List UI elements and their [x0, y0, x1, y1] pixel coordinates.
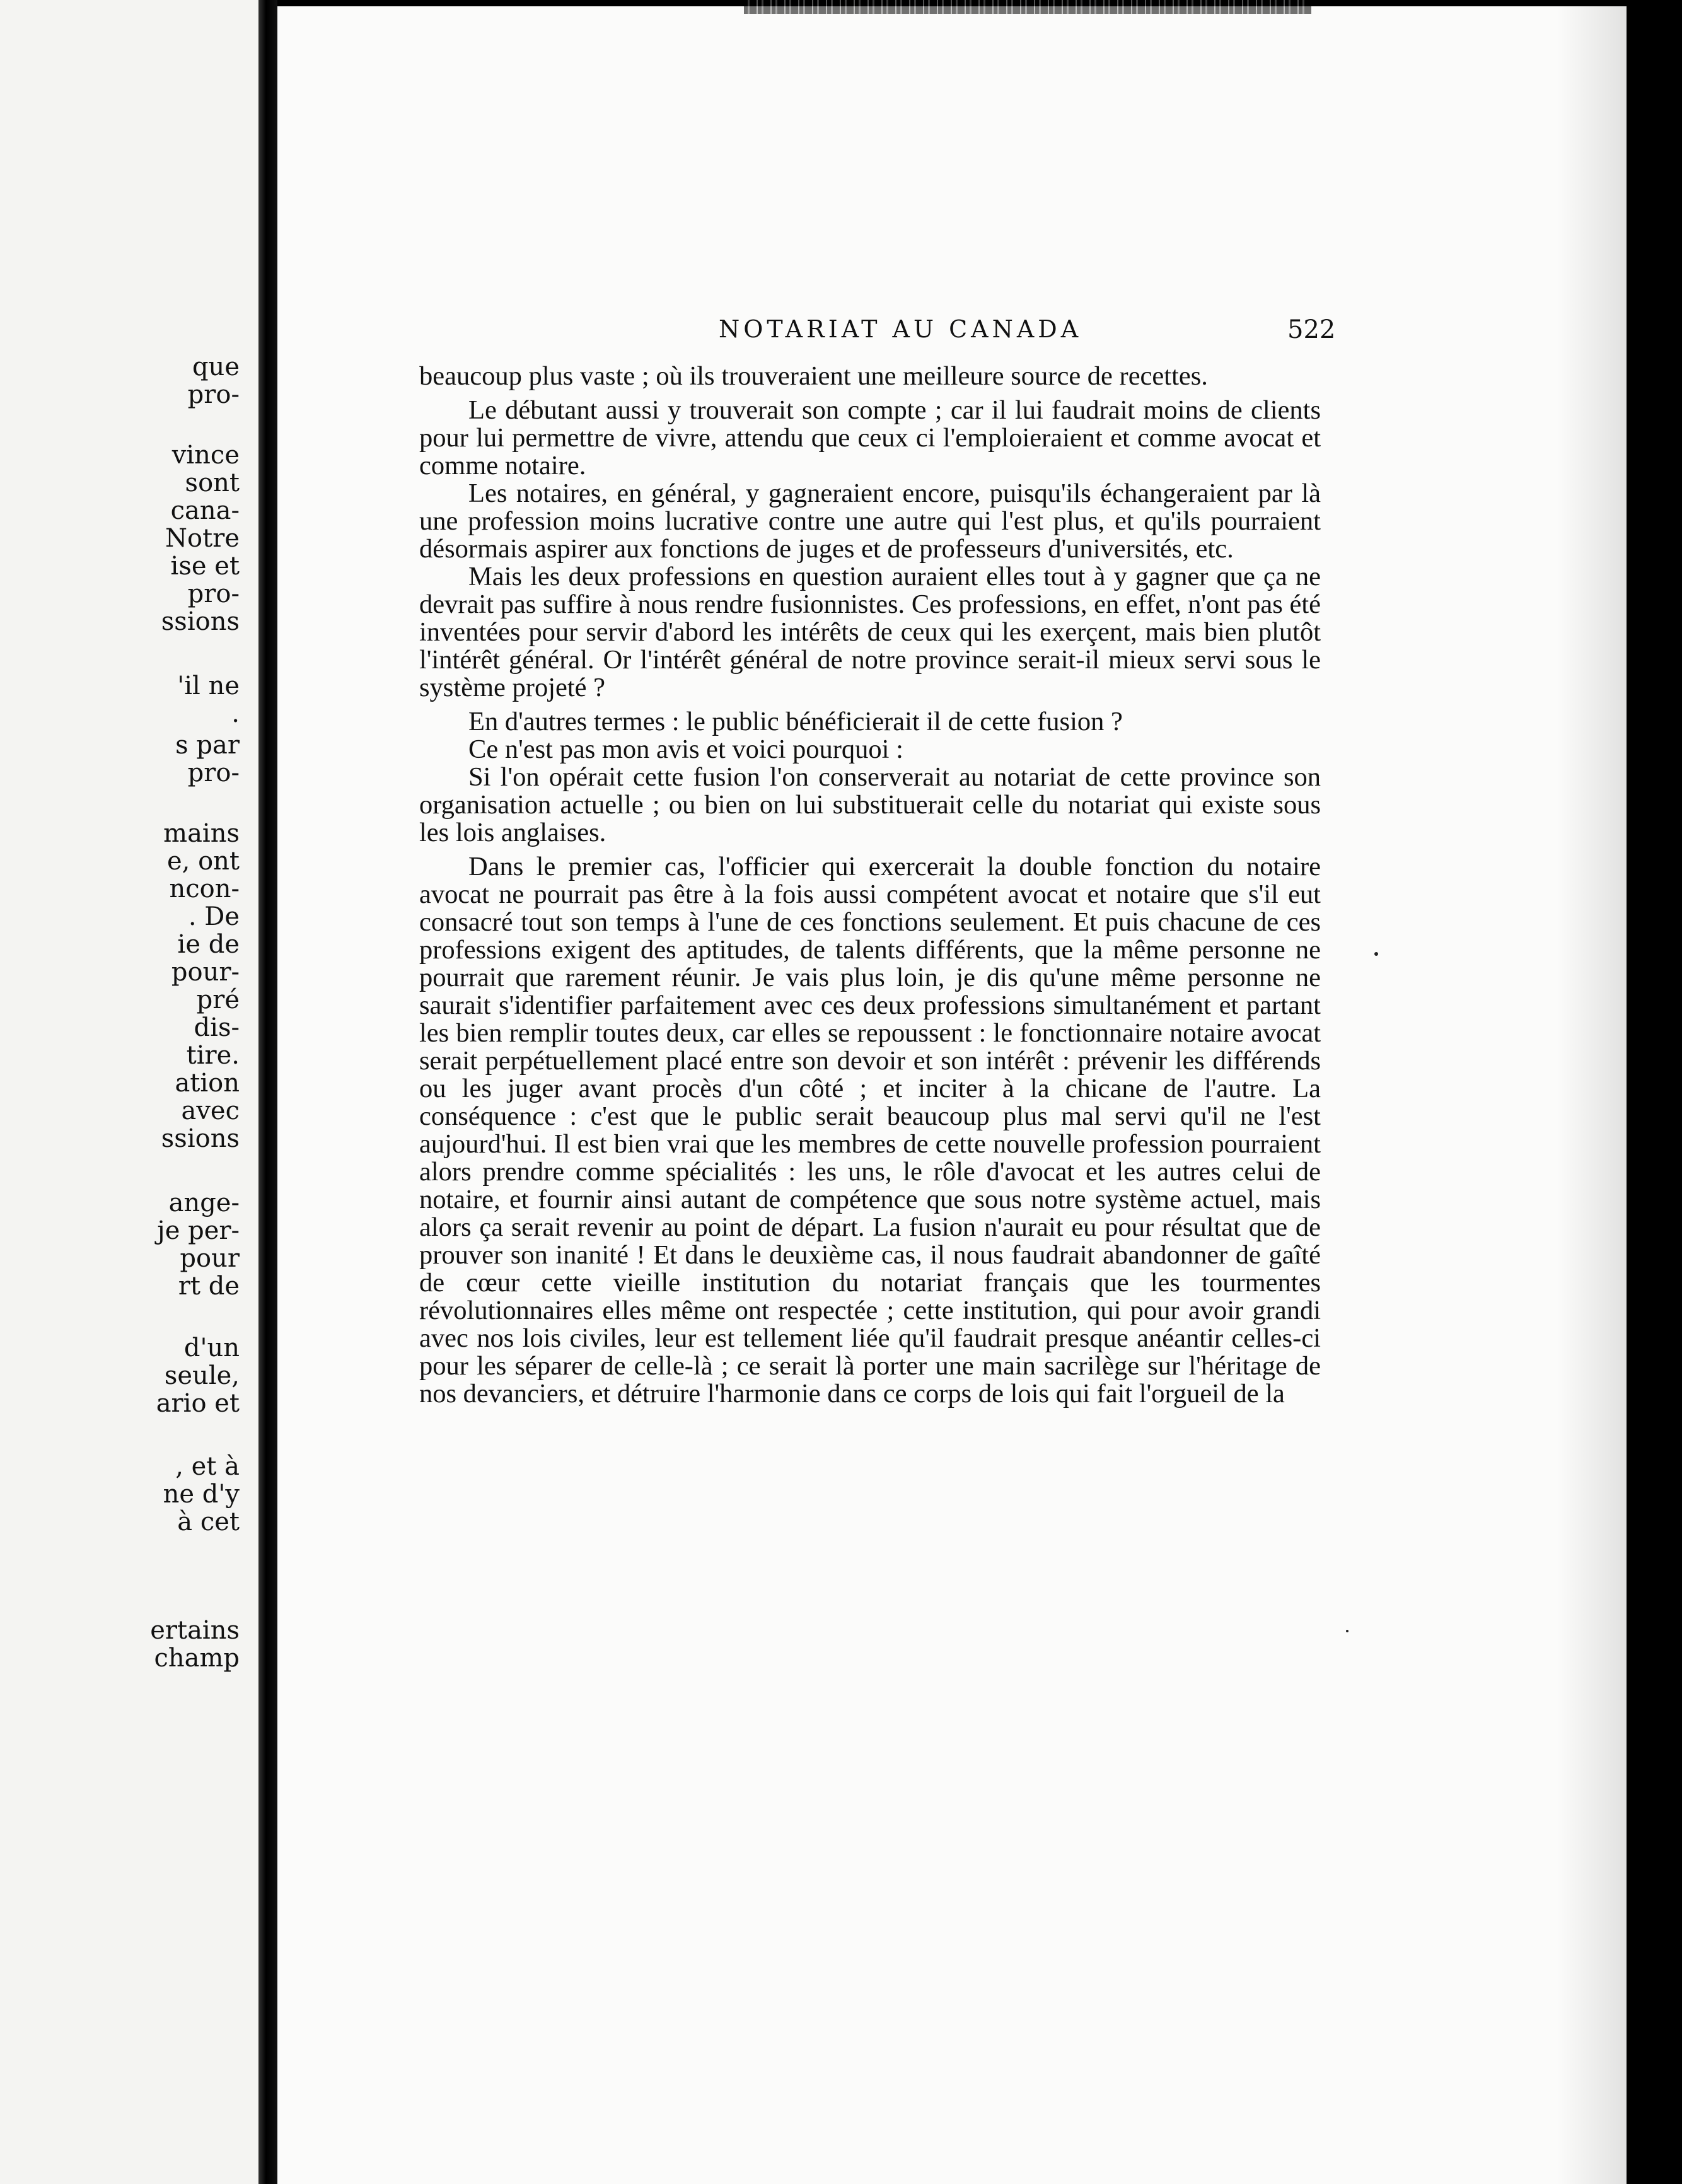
- left-fragment: ssions: [161, 1124, 240, 1153]
- scan-speck: [1374, 952, 1378, 956]
- left-facing-page: [0, 0, 258, 2184]
- scan-speck: [1346, 1630, 1348, 1632]
- left-fragment: pré: [196, 985, 240, 1014]
- left-fragment: champ: [154, 1644, 240, 1673]
- page-number: 522: [1287, 315, 1336, 344]
- left-fragment: mains: [163, 819, 240, 848]
- left-fragment: vince: [171, 441, 240, 470]
- scan-border-right: [1627, 0, 1682, 2184]
- left-fragment: .: [231, 699, 240, 728]
- left-fragment: ssions: [161, 607, 240, 636]
- paragraph: Mais les deux professions en question auraient elles tout à y gagner que ça ne devrait pas suffire à nous rendre fusionnistes. Ces professions, en effet, n'ont pas été inventées pour servir d'abord les intérêts de ceux qui les exerçent, mais bien plutôt l'intérêt général. Or l'intérêt général de notre province serait-il mieux servi sous le système projeté ?: [419, 562, 1321, 702]
- left-fragment: avec: [181, 1096, 240, 1125]
- left-fragment: cana-: [170, 496, 240, 525]
- left-fragment: s par: [175, 731, 240, 760]
- left-fragment: ation: [175, 1069, 240, 1098]
- left-fragment: pro-: [187, 758, 240, 787]
- left-fragment: à cet: [177, 1507, 240, 1536]
- left-fragment: que: [192, 352, 240, 381]
- left-fragment: . De: [188, 902, 240, 931]
- left-fragment: pro-: [187, 380, 240, 409]
- left-fragment: seule,: [164, 1361, 240, 1390]
- scan-top-noise: [744, 0, 1311, 14]
- paragraph: Dans le premier cas, l'officier qui exercerait la double fonction du notaire avocat ne pourrait pas être à la fois aussi compétent avocat et notaire que s'il eut consacré tout son temps à l'une de ces fonctions seulement. Et puis chacune de ces professions exigent des aptitudes, de talents différents, que la même personne ne pourrait que rarement réunir. Je vais plus loin, je dis qu'une même personne ne saurait s'identifier parfaitement avec ces deux professions simultanément et partant les bien remplir toutes deux, car elles se repoussent : le fonctionnaire notaire avocat serait perpétuellement placé entre son devoir et son intérêt : prévenir les différends ou les juger avant procès d'un côté ; et inciter à la chicane de l'autre. La conséquence : c'est que le public serait beaucoup plus mal servi qu'il ne l'est aujourd'hui. Il est bien vrai que les membres de cette nouvelle profession pourraient alors prendre comme spécialités : les uns, le rôle d'avocat et les autres celui de notaire, et fournir ainsi autant de compétence que sous notre système actuel, mais alors ça serait revenir au point de départ. La fusion n'aurait eu pour résultat que de prouver son inanité ! Et dans le deuxième cas, il nous faudrait abandonner de gaîté de cœur cette vieille institution du notariat français que les tourmentes révolutionnaires elles même ont respectée ; cette institution, qui pour avoir grandi avec nos lois civiles, leur est tellement liée qu'il faudrait presque anéantir celles-ci pour les séparer de celle-là ; ce serait là porter une main sacrilège sur l'héritage de nos devanciers, et détruire l'harmonie dans ce corps de lois qui fait l'orgueil de la: [419, 852, 1321, 1409]
- page-edge-shadow: [1557, 6, 1627, 2184]
- left-fragment: tire.: [186, 1041, 240, 1070]
- paragraph: Si l'on opérait cette fusion l'on conserverait au notariat de cette province son organisation actuelle ; ou bien on lui substituerait celle du notariat qui existe sous les lois anglaises.: [419, 762, 1321, 847]
- left-fragment: , et à: [175, 1452, 240, 1481]
- left-fragment: d'un: [183, 1333, 240, 1362]
- left-fragment: pour-: [171, 958, 240, 987]
- left-fragment: dis-: [194, 1013, 240, 1042]
- left-fragment: ie de: [177, 930, 240, 959]
- left-fragment: e, ont: [166, 847, 240, 876]
- left-fragment: Notre: [165, 524, 240, 553]
- left-fragment: ne d'y: [163, 1480, 240, 1509]
- paragraph: En d'autres termes : le public bénéficierait il de cette fusion ?: [468, 707, 1123, 736]
- book-gutter: [258, 0, 277, 2184]
- paragraph: Les notaires, en général, y gagneraient encore, puisqu'ils échangeraient par là une profession moins lucrative contre une autre qui l'est plus, et qu'ils pourraient désormais aspirer aux fonctions de juges et de professeurs d'universités, etc.: [419, 479, 1321, 564]
- left-fragment: sont: [185, 468, 240, 497]
- left-fragment: pro-: [187, 579, 240, 608]
- left-fragment: ncon-: [169, 874, 240, 903]
- paragraph: Ce n'est pas mon avis et voici pourquoi :: [468, 735, 903, 764]
- left-fragment: 'il ne: [177, 671, 240, 700]
- running-head: NOTARIAT AU CANADA: [719, 315, 1082, 343]
- left-fragment: ange-: [168, 1188, 240, 1217]
- left-fragment: ise et: [170, 552, 240, 581]
- paragraph: Le débutant aussi y trouverait son compte ; car il lui faudrait moins de clients pour lui permettre de vivre, attendu que ceux ci l'emploieraient et comme avocat et comme notaire.: [419, 395, 1321, 480]
- left-fragment: ario et: [156, 1389, 240, 1418]
- left-fragment: pour: [180, 1244, 240, 1273]
- left-fragment: rt de: [178, 1272, 240, 1301]
- left-fragment: je per-: [157, 1216, 240, 1245]
- left-fragment: ertains: [150, 1616, 240, 1645]
- paragraph: beaucoup plus vaste ; où ils trouveraient une meilleure source de recettes.: [419, 361, 1208, 391]
- left-page-line-endings: [0, 0, 258, 2184]
- body-text: [419, 363, 1321, 1408]
